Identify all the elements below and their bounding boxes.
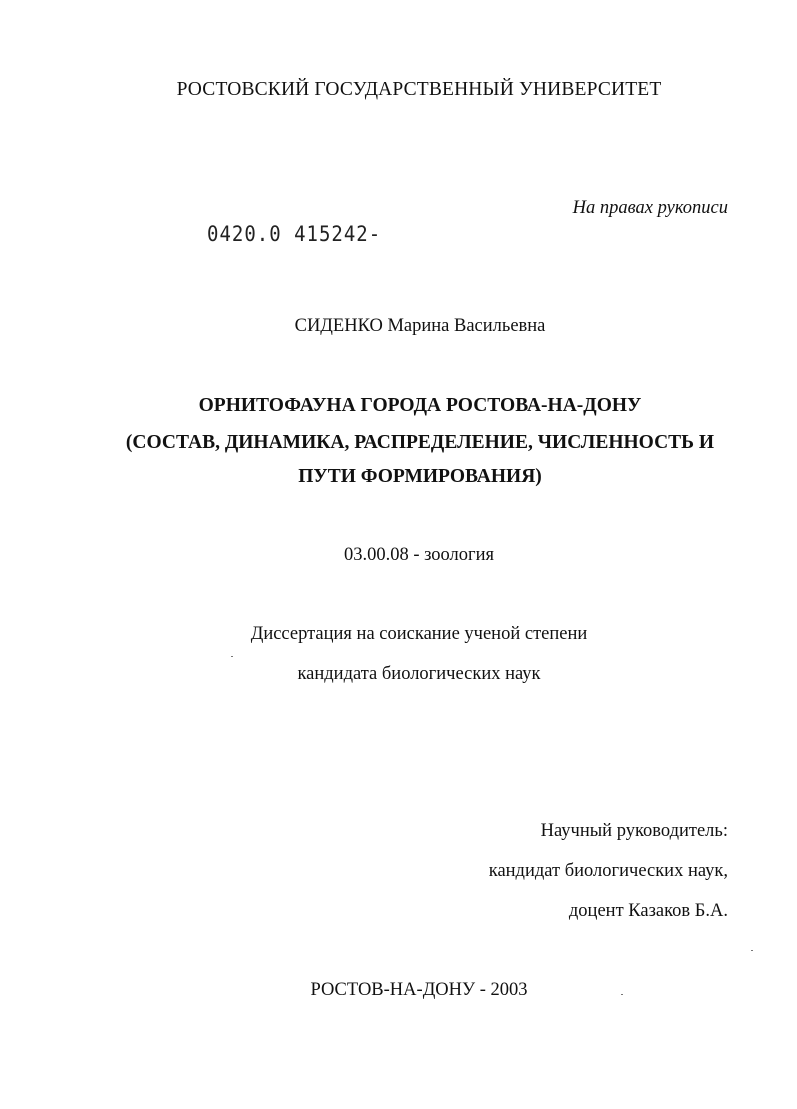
advisor-degree: кандидат биологических наук, [488, 861, 728, 881]
scan-speck [231, 656, 233, 657]
university-name: РОСТОВСКИЙ ГОСУДАРСТВЕННЫЙ УНИВЕРСИТЕТ [176, 79, 662, 100]
thesis-title-line-2: (СОСТАВ, ДИНАМИКА, РАСПРЕДЕЛЕНИЕ, ЧИСЛЕННОСТЬ И [125, 432, 715, 453]
library-stamp-number: 0420.0 415242- [207, 222, 382, 247]
manuscript-rights-note: На правах рукописи [572, 198, 728, 218]
advisor-name: доцент Казаков Б.А. [568, 901, 728, 921]
thesis-title-line-1: ОРНИТОФАУНА ГОРОДА РОСТОВА-НА-ДОНУ [198, 395, 642, 416]
scan-speck [621, 994, 623, 995]
author-name: СИДЕНКО Марина Васильевна [294, 316, 546, 336]
scan-speck [751, 950, 753, 951]
specialty-code: 03.00.08 - зоология [343, 545, 495, 565]
thesis-title-line-3: ПУТИ ФОРМИРОВАНИЯ) [298, 466, 542, 487]
city-and-year: РОСТОВ-НА-ДОНУ - 2003 [310, 980, 528, 1000]
degree-line-1: Диссертация на соискание ученой степени [250, 624, 588, 644]
advisor-label: Научный руководитель: [540, 821, 728, 841]
degree-line-2: кандидата биологических наук [297, 664, 541, 684]
